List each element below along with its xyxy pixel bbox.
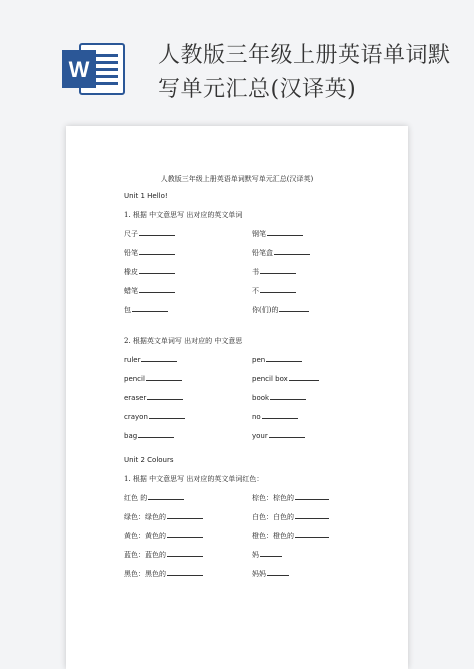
list-item: 尺子 (124, 229, 175, 239)
list-item: crayon (124, 412, 185, 421)
unit1-q1-instruction: 1. 根据 中文意思写 出对应的英文单词 (124, 211, 243, 219)
list-item: bag (124, 431, 174, 440)
list-item: 蜡笔 (124, 286, 175, 296)
unit1-heading: Unit 1 Hello! (124, 192, 168, 200)
list-item: ruler (124, 355, 177, 364)
list-item: 绿色：绿色的 (124, 512, 203, 522)
list-item: 蓝色：蓝色的 (124, 550, 203, 560)
list-item: 你(们)的 (252, 305, 309, 315)
list-item: your (252, 431, 305, 440)
list-item: pencil (124, 374, 182, 383)
list-item: 棕色：棕色的 (252, 493, 329, 503)
document-title: 人教版三年级上册英语单词默写单元汇总(汉译英) (160, 175, 314, 183)
header (0, 0, 474, 120)
list-item: 妈 (252, 550, 282, 560)
unit1-q2-instruction: 2. 根据英文单词写 出对应的 中文意思 (124, 337, 243, 345)
list-item: eraser (124, 393, 183, 402)
unit2-heading: Unit 2 Colours (124, 456, 174, 464)
list-item: 黑色：黑色的 (124, 569, 203, 579)
list-item: pen (252, 355, 302, 364)
list-item: 妈妈 (252, 569, 289, 579)
word-doc-icon (62, 42, 126, 96)
document-page (66, 126, 408, 669)
list-item: 橙色：橙色的 (252, 531, 329, 541)
unit2-q1-instruction: 1. 根据 中文意思写 出对应的英文单词红色： (124, 475, 264, 483)
list-item: 钢笔 (252, 229, 303, 239)
list-item: 橡皮 (124, 267, 175, 277)
list-item: 不 (252, 286, 296, 296)
page-title-line-2: 写单元汇总(汉译英) (158, 77, 357, 102)
list-item: 包 (124, 305, 168, 315)
list-item: book (252, 393, 306, 402)
list-item: 红色 的 (124, 493, 184, 503)
list-item: pencil box (252, 374, 319, 383)
list-item: 书 (252, 267, 296, 277)
list-item: 铅笔盒 (252, 248, 310, 258)
word-icon-letter: W (68, 57, 90, 82)
page-title-line-1: 人教版三年级上册英语单词默 (158, 43, 451, 68)
list-item: no (252, 412, 298, 421)
list-item: 白色：白色的 (252, 512, 329, 522)
list-item: 铅笔 (124, 248, 175, 258)
list-item: 黄色：黄色的 (124, 531, 203, 541)
